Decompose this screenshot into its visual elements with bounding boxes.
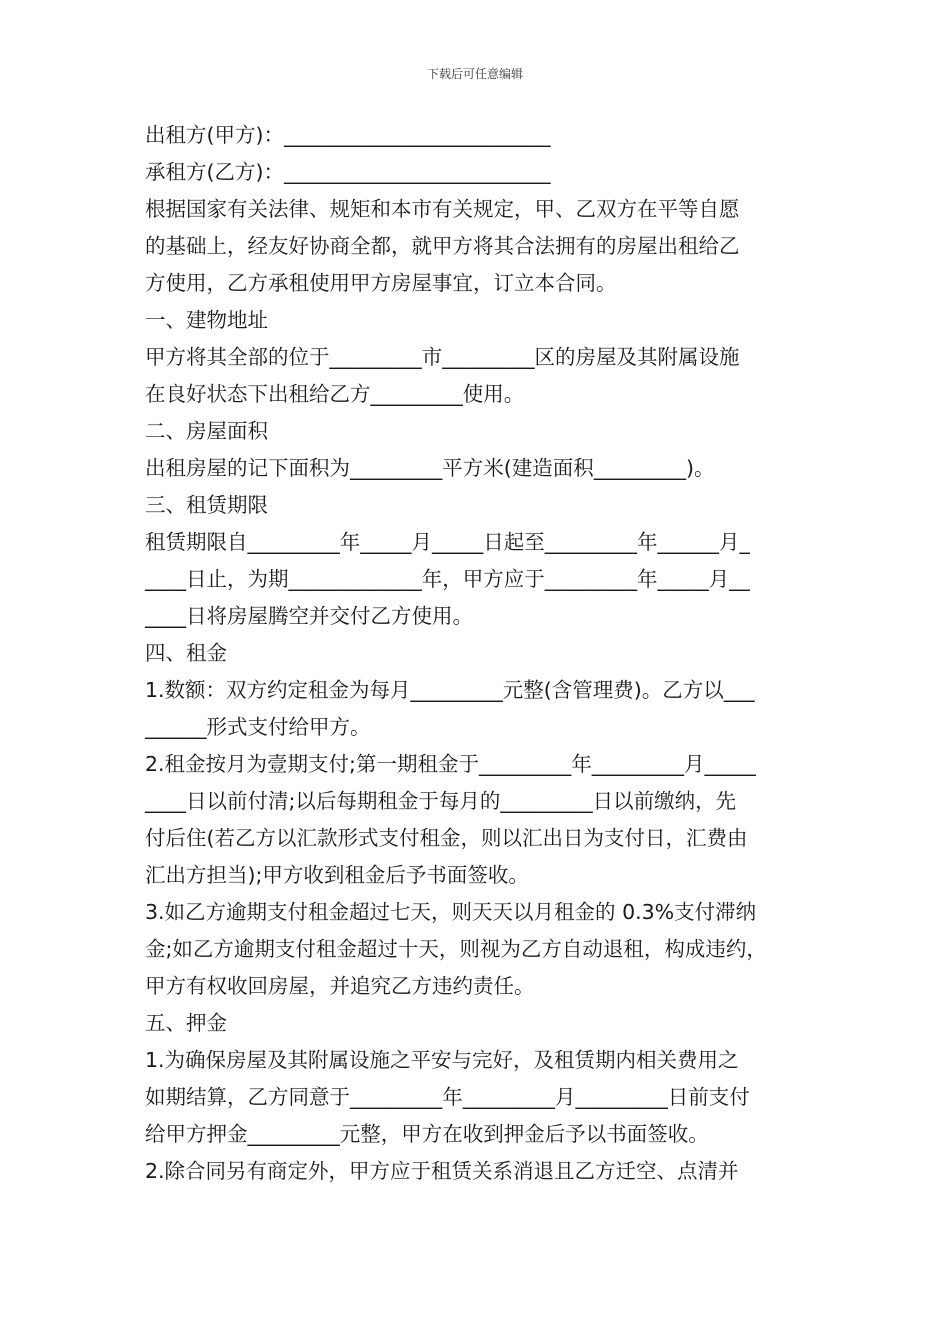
deposit-clause-line: 1.为确保房屋及其附属设施之平安与完好，及租赁期内相关费用之 — [145, 1048, 739, 1072]
term-clause-line: ____日将房屋腾空并交付乙方使用。 — [145, 604, 473, 628]
rent-clause-line: 1.数额：双方约定租金为每月_________元整(含管理费)。乙方以___ — [145, 678, 755, 702]
term-clause-line: ____日止，为期_____________年，甲方应于_________年_____月__ — [145, 567, 750, 591]
rent-clause-line: 3.如乙方逾期支付租金超过七天，则天天以月租金的 0.3%支付滞纳 — [145, 900, 757, 924]
preamble-line: 根据国家有关法律、规矩和本市有关规定，甲、乙双方在平等自愿 — [145, 197, 740, 221]
rent-clause-line: 金;如乙方逾期支付租金超过十天，则视为乙方自动退租，构成违约， — [145, 937, 767, 961]
rent-clause-line: ______形式支付给甲方。 — [145, 715, 371, 739]
rent-clause-line: ____日以前付清;以后每期租金于每月的_________日以前缴纳，先 — [145, 789, 737, 813]
section-heading-deposit: 五、押金 — [145, 1011, 227, 1035]
term-clause-line: 租赁期限自_________年_____月_____日起至_________年______月_ — [145, 530, 750, 554]
document-body — [145, 117, 825, 1190]
section-heading-term: 三、租赁期限 — [145, 493, 268, 517]
deposit-clause-line: 给甲方押金_________元整，甲方在收到押金后予以书面签收。 — [145, 1122, 709, 1146]
preamble-line: 方使用，乙方承租使用甲方房屋事宜，订立本合同。 — [145, 271, 617, 295]
deposit-clause-line: 2.除合同另有商定外，甲方应于租赁关系消退且乙方迁空、点清并 — [145, 1159, 739, 1183]
section-heading-area: 二、房屋面积 — [145, 419, 268, 443]
rent-clause-line: 2.租金按月为壹期支付;第一期租金于_________年_________月_____ — [145, 752, 756, 776]
area-clause-line: 出租房屋的记下面积为_________平方米(建造面积_________)。 — [145, 456, 715, 480]
deposit-clause-line: 如期结算，乙方同意于_________年_________月_________日前支付 — [145, 1085, 750, 1109]
rent-clause-line: 甲方有权收回房屋，并追究乙方违约责任。 — [145, 974, 535, 998]
preamble-line: 的基础上，经友好协商全都，就甲方将其合法拥有的房屋出租给乙 — [145, 234, 740, 258]
section-heading-address: 一、建物地址 — [145, 308, 268, 332]
address-clause-line: 甲方将其全部的位于_________市_________区的房屋及其附属设施 — [145, 345, 740, 369]
lessee-line: 承租方(乙方)：__________________________ — [145, 160, 551, 184]
rent-clause-line: 付后住(若乙方以汇款形式支付租金，则以汇出日为支付日，汇费由 — [145, 826, 748, 850]
rent-clause-line: 汇出方担当);甲方收到租金后予书面签收。 — [145, 863, 529, 887]
section-heading-rent: 四、租金 — [145, 641, 227, 665]
lessor-line: 出租方(甲方)：__________________________ — [145, 123, 551, 147]
address-clause-line: 在良好状态下出租给乙方_________使用。 — [145, 382, 525, 406]
page-header-note: 下载后可任意编辑 — [426, 67, 523, 81]
